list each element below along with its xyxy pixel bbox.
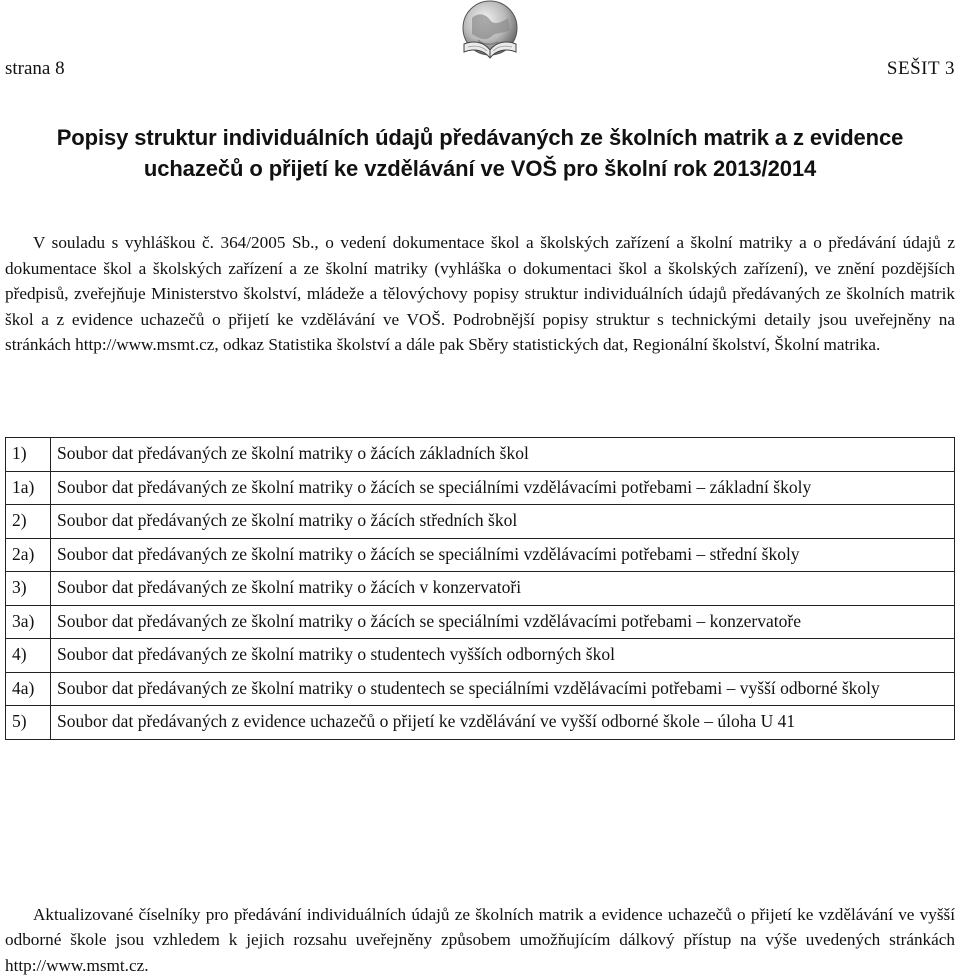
globe-book-logo-icon xyxy=(452,0,524,64)
footer-paragraph xyxy=(5,902,955,978)
row-number: 5) xyxy=(6,706,51,740)
row-description: Soubor dat předávaných ze školní matriky o žácích středních škol xyxy=(51,505,955,539)
row-description: Soubor dat předávaných ze školní matriky o studentech se speciálními vzdělávacími potřebami – vyšší odborné školy xyxy=(51,672,955,706)
row-number: 2a) xyxy=(6,538,51,572)
row-number: 4a) xyxy=(6,672,51,706)
dataset-list-table xyxy=(5,437,955,740)
table-row xyxy=(6,572,955,606)
row-description: Soubor dat předávaných ze školní matriky o žácích v konzervatoři xyxy=(51,572,955,606)
row-description: Soubor dat předávaných z evidence uchazečů o přijetí ke vzdělávání ve vyšší odborné škole – úloha U 41 xyxy=(51,706,955,740)
row-description: Soubor dat předávaných ze školní matriky o žácích se speciálními vzdělávacími potřebami – střední školy xyxy=(51,538,955,572)
footer-text: Aktualizované číselníky pro předávání individuálních údajů ze školních matrik a evidence uchazečů o přijetí ke vzdělávání ve vyšší odborné škole jsou vzhledem k jejich rozsahu uveřejněny způsobem umožňujícím dálkový přístup na výše uvedených stránkách http://www.msmt.cz. xyxy=(5,905,955,975)
row-description: Soubor dat předávaných ze školní matriky o žácích se speciálními vzdělávacími potřebami – konzervatoře xyxy=(51,605,955,639)
table-row xyxy=(6,538,955,572)
issue-label: SEŠIT 3 xyxy=(886,58,955,79)
row-description: Soubor dat předávaných ze školní matriky o žácích základních škol xyxy=(51,438,955,472)
title-line-1: Popisy struktur individuálních údajů předávaných ze školních matrik a z evidence xyxy=(56,125,904,150)
row-number: 3a) xyxy=(6,605,51,639)
row-number: 1) xyxy=(6,438,51,472)
row-number: 4) xyxy=(6,639,51,673)
row-description: Soubor dat předávaných ze školní matriky o žácích se speciálními vzdělávacími potřebami – základní školy xyxy=(51,471,955,505)
document-title xyxy=(0,122,960,184)
row-description: Soubor dat předávaných ze školní matriky o studentech vyšších odborných škol xyxy=(51,639,955,673)
table-row xyxy=(6,605,955,639)
title-line-2: uchazečů o přijetí ke vzdělávání ve VOŠ pro školní rok 2013/2014 xyxy=(143,156,817,181)
table-row xyxy=(6,639,955,673)
row-number: 2) xyxy=(6,505,51,539)
table-row xyxy=(6,438,955,472)
table-row xyxy=(6,505,955,539)
table-row xyxy=(6,471,955,505)
row-number: 1a) xyxy=(6,471,51,505)
page-number: strana 8 xyxy=(5,58,65,79)
intro-text: V souladu s vyhláškou č. 364/2005 Sb., o vedení dokumentace škol a školských zařízení a školní matriky a o předávání údajů z dokumentace škol a školských zařízení a ze školní matriky (vyhláška o dokumentaci škol a školských zařízení), ve znění pozdějších předpisů, zveřejňuje Ministerstvo školství, mládeže a tělovýchovy popisy struktur individuálních údajů předávaných ze školních matrik škol a z evidence uchazečů o přijetí ke vzdělávání ve VOŠ. Podrobnější popisy struktur s technickými detaily jsou uveřejněny na stránkách http://www.msmt.cz, odkaz Statistika školství a dále pak Sběry statistických dat, Regionální školství, Školní matrika. xyxy=(5,233,955,355)
table-row xyxy=(6,672,955,706)
intro-paragraph xyxy=(5,230,955,358)
row-number: 3) xyxy=(6,572,51,606)
table-row xyxy=(6,706,955,740)
